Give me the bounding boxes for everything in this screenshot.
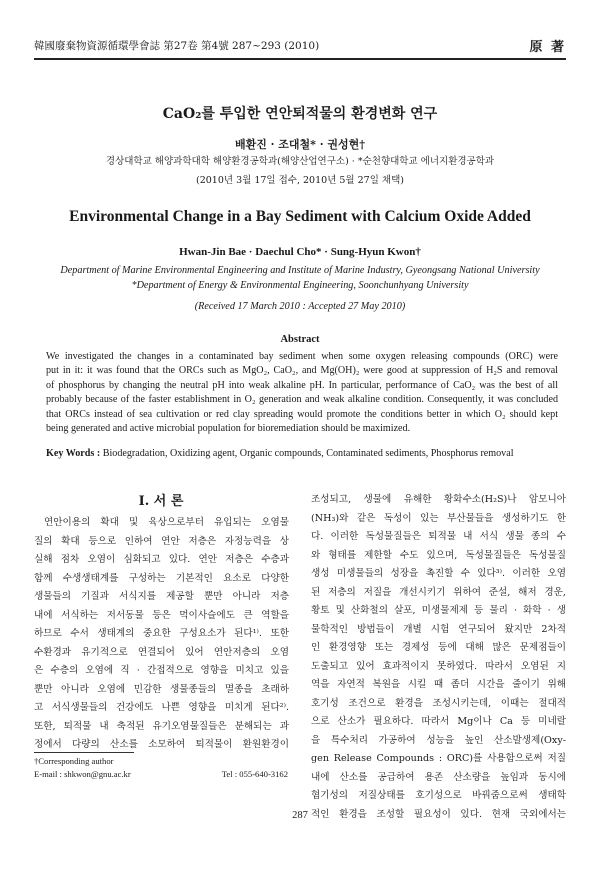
body-line: 도출되고 있어 효과적이지 못하였다. 따라서 오염된 지 bbox=[311, 660, 566, 672]
english-affiliation-1: Department of Marine Environmental Engineering and Institute of Marine Industry, Gyeongsang National University bbox=[60, 265, 540, 276]
abstract-line: of phosphorus by changing the neutral pH into weak alkaline pH. In particular, performance of CaO₂ was the best of all bbox=[46, 379, 558, 391]
body-line: 질의 확대 등으로 인하여 연안 저층은 자정능력을 상 bbox=[34, 535, 289, 547]
body-line: 고 서식생물들의 건강에도 나쁜 영향을 미치게 된다²⁾. bbox=[34, 702, 289, 713]
corresponding-author-footnote bbox=[34, 755, 288, 781]
body-line: 하므로 수서 생태계의 중요한 구성요소가 된다¹⁾. 또한 bbox=[34, 628, 289, 639]
body-line: 을 특수처리 가공하여 성능을 높인 산소발생제(Oxy- bbox=[311, 734, 566, 746]
english-affiliation-2: *Department of Energy & Environmental Engineering, Soonchunhyang University bbox=[131, 280, 469, 291]
body-line: 또한, 퇴적물 내 축적된 유기오염물질들은 분해되는 과 bbox=[34, 720, 289, 732]
keywords-text: Biodegradation, Oxidizing agent, Organic compounds, Contaminated sediments, Phosphorus removal bbox=[102, 448, 514, 459]
body-line: 황토 및 산화철의 살포, 미생물제제 등 물리 · 화학 · 생 bbox=[311, 605, 566, 616]
running-header bbox=[34, 38, 566, 54]
english-title: Environmental Change in a Bay Sediment with Calcium Oxide Added bbox=[69, 208, 531, 225]
left-column-text bbox=[34, 514, 289, 755]
body-line: 적인 환경을 조성할 필요성이 있다. 현재 국외에서는 bbox=[311, 808, 566, 820]
english-dates: (Received 17 March 2010 : Accepted 27 May 2010) bbox=[194, 301, 406, 312]
body-line: 연안이용의 확대 및 육상으로부터 유입되는 오염물 bbox=[44, 517, 289, 528]
body-line: 수환경과 유기적으로 연결되어 있어 연안저층의 오염 bbox=[34, 646, 289, 658]
english-authors: Hwan-Jin Bae · Daechul Cho* · Sung-Hyun Kwon† bbox=[179, 246, 421, 258]
body-line: 호기성 조건으로 환경을 조성시키는데, 이때는 절대적 bbox=[311, 697, 566, 709]
korean-authors: 배환진 · 조대철* · 권성현† bbox=[234, 138, 366, 151]
abstract-line: that ORCs instead of sea cultivation or red clay spreading would promote the conditions better in which O₂ should kept bbox=[46, 408, 558, 420]
body-line: 인 환경영향 또는 경제성 등에 대해 많은 문제점들이 bbox=[311, 642, 566, 653]
body-line: gen Release Compounds : ORC)를 사용함으로써 저질 bbox=[311, 753, 566, 764]
body-line: 된 저층의 저질을 개선시키기 위하여 준설, 해저 경운, bbox=[311, 586, 566, 598]
body-line: 혐기성의 저질상태를 호기성으로 바꿔줌으로써 생태학 bbox=[311, 790, 566, 801]
body-line: 정에서 다량의 산소를 소모하여 퇴적물이 환원환경이 bbox=[34, 739, 289, 750]
body-line: 역을 자연적 복원을 시킬 때 좀더 시간을 줄이기 위해 bbox=[311, 679, 566, 690]
section-heading-introduction: I. 서 론 bbox=[138, 494, 184, 509]
korean-affiliation: 경상대학교 해양과학대학 해양환경공학과(해양산업연구소) · *순천향대학교 에너지환경공학과 bbox=[105, 156, 495, 167]
footnote-rule bbox=[34, 752, 134, 753]
abstract-heading: Abstract bbox=[280, 334, 320, 345]
footnote-email: E-mail : shkwon@gnu.ac.kr bbox=[34, 769, 131, 779]
body-line: 으로 산소가 필요하다. 따라서 Mg이나 Ca 등 미네랄 bbox=[311, 716, 566, 727]
right-column-text bbox=[311, 491, 566, 824]
page-number: 287 bbox=[292, 810, 308, 821]
body-line: 내에 산소를 공급하여 용존 산소량을 높임과 동시에 bbox=[311, 771, 566, 783]
abstract-line: We investigated the changes in a contaminated bay sediment when some oxygen releasing compounds (ORC) were bbox=[46, 351, 558, 362]
body-line: 생물들의 기질과 서식지를 제공할 뿐만 아니라 저층 bbox=[34, 591, 289, 602]
article-type-tag: 原 著 bbox=[529, 40, 566, 55]
body-line: 생성 미생물들의 성장을 촉진할 수 있다³⁾. 이러한 오염 bbox=[311, 568, 566, 579]
korean-dates: (2010년 3월 17일 접수, 2010년 5월 27일 채택) bbox=[196, 175, 404, 186]
abstract-body bbox=[46, 350, 558, 436]
body-line: 물학적인 방법들이 개별 시험 연구되어 왔지만 2차적 bbox=[311, 623, 566, 635]
footnote-contact bbox=[34, 768, 288, 781]
body-line: 내에 서식하는 저서동물 등은 먹이사슬에도 큰 역할을 bbox=[34, 609, 289, 621]
body-line: 뿐만 아니라 오염에 민감한 생물종들의 멸종을 초래하 bbox=[34, 683, 289, 695]
abstract-line: probably because of the faster establishment in O₂ generation and weak alkaline condition. Consequently, it was concluded bbox=[46, 394, 558, 406]
keywords-label: Key Words : bbox=[46, 448, 103, 459]
body-line: 조성되고, 생물에 유해한 황화수소(H₂S)나 암모니아 bbox=[311, 494, 566, 505]
body-line: 실해 점차 오염이 심화되고 있다. 연안 저층은 수층과 bbox=[34, 554, 289, 565]
footnote-corresponding: †Corresponding author bbox=[34, 756, 114, 766]
header-rule bbox=[34, 58, 566, 60]
keywords bbox=[46, 448, 566, 459]
journal-citation: 韓國廢棄物資源循環學會誌 第27卷 第4號 287~293 (2010) bbox=[34, 40, 320, 52]
abstract-line: put in it: it was found that the ORCs such as MgO₂, CaO₂, and Mg(OH)₂ were good at suppression of H₂S and removal bbox=[46, 365, 558, 377]
footnote-tel: Tel : 055-640-3162 bbox=[221, 769, 288, 779]
body-line: 함께 수생생태계를 구성하는 기본적인 요소로 다양한 bbox=[34, 572, 289, 584]
body-line: (NH₃)와 같은 독성이 있는 부산물들을 생성하기도 한 bbox=[311, 512, 566, 524]
body-line: 다. 이러한 독성물질들은 퇴적물 내 서식 생물 종의 수 bbox=[311, 531, 566, 542]
abstract-line: being generated and active microbial population for bioremediation should be maximized. bbox=[46, 422, 411, 434]
body-line: 와 형태를 제한할 수도 있으며, 독성물질들은 독성물질 bbox=[311, 549, 566, 561]
body-line: 은 수층의 오염에 직 · 간접적으로 영향을 미치고 있을 bbox=[34, 665, 289, 676]
korean-title: CaO₂를 투입한 연안퇴적물의 환경변화 연구 bbox=[162, 106, 438, 122]
